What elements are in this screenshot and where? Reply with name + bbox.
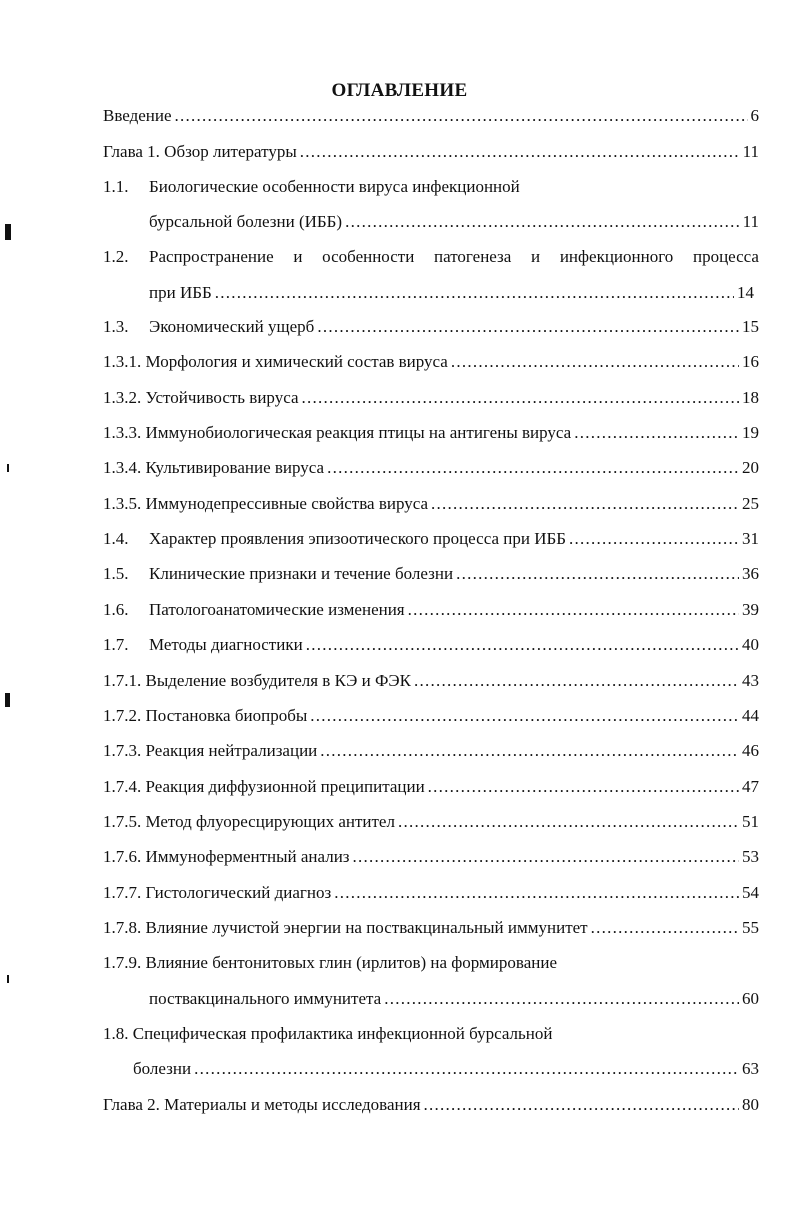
toc-page-number: 19 [742,423,759,442]
toc-entry-1-3-1[interactable] [103,350,759,374]
scan-mark [7,464,9,472]
dot-leader [345,210,740,234]
dot-leader [431,492,739,516]
toc-text: Глава 1. Обзор литературы [103,142,297,161]
toc-text: 1.3.4. Культивирование вируса [103,458,325,477]
word: особенности [322,247,415,266]
dot-leader [310,704,739,728]
toc-text: бурсальной болезни (ИББ) [149,212,343,231]
toc-section-number: 1.7. [103,635,129,654]
word: и [531,247,541,266]
toc-text: болезни [133,1059,192,1078]
toc-entry-1-7-9[interactable] [149,987,759,1011]
toc-page-number: 47 [742,777,759,796]
word: процесса [692,247,759,266]
toc-entry-1-3-2[interactable] [103,386,759,410]
toc-text: Методы диагностики [149,635,303,654]
toc-entry-1-1-line1[interactable]: Биологические особенности вируса инфекционной [149,177,520,196]
toc-page-number: 16 [742,352,759,371]
word: и [293,247,303,266]
toc-entry-1-7-4[interactable] [103,775,759,799]
toc-page-number: 43 [742,671,759,690]
dot-leader [451,350,739,374]
toc-entry-1-7-5[interactable] [103,810,759,834]
dot-leader [398,810,739,834]
toc-section-number: 1.6. [103,600,129,619]
toc-entry-1-7-6[interactable] [103,845,759,869]
word: Распространение [149,247,274,266]
dot-leader [302,386,740,410]
toc-section-number: 1.3. [103,317,129,336]
dot-leader [414,669,739,693]
toc-page-number: 44 [742,706,759,725]
toc-page-number: 39 [742,600,759,619]
toc-entry-1-2[interactable] [149,281,754,305]
toc-entry-1-2-line1[interactable] [149,245,759,269]
toc-page-number: 11 [742,212,759,231]
toc-text: 1.7.5. Метод флуоресцирующих антител [103,812,395,831]
toc-text: 1.7.3. Реакция нейтрализации [103,741,318,760]
word: патогенеза [434,247,512,266]
toc-entry-1-3-4[interactable] [103,456,759,480]
dot-leader [317,315,739,339]
toc-text: Введение [103,106,172,125]
toc-page-number: 31 [742,529,759,548]
scan-mark [7,975,9,983]
toc-entry-1-3-3[interactable] [103,421,759,445]
dot-leader [334,881,739,905]
toc-text: Клинические признаки и течение болезни [149,564,454,583]
toc-text: 1.3.5. Иммунодепрессивные свойства вируса [103,494,429,513]
toc-page-number: 36 [742,564,759,583]
toc-page-number: 15 [742,317,759,336]
toc-text: при ИББ [149,283,212,302]
toc-text: Глава 2. Материалы и методы исследования [103,1095,421,1114]
toc-page-number: 80 [742,1095,759,1114]
dot-leader [215,281,734,305]
dot-leader [194,1057,739,1081]
toc-entry-1-4[interactable] [149,527,759,551]
toc-text: 1.7.6. Иммуноферментный анализ [103,847,350,866]
toc-entry-1-3-5[interactable] [103,492,759,516]
toc-entry-1-1[interactable] [149,210,759,234]
toc-section-number: 1.5. [103,564,129,583]
toc-page-number: 11 [742,142,759,161]
toc-page-number: 20 [742,458,759,477]
dot-leader [408,598,739,622]
toc-entry-chapter-1[interactable] [103,140,759,164]
toc-page-number: 63 [742,1059,759,1078]
toc-text: 1.7.1. Выделение возбудителя в КЭ и ФЭК [103,671,411,690]
toc-text: поствакцинального иммунитета [149,989,382,1008]
toc-text: 1.7.4. Реакция диффузионной преципитации [103,777,425,796]
toc-entry-1-3[interactable] [149,315,759,339]
page-title: ОГЛАВЛЕНИЕ [331,80,468,101]
scan-mark [5,224,11,240]
toc-page-number: 55 [742,918,759,937]
toc-text: 1.7.7. Гистологический диагноз [103,883,332,902]
dot-leader [300,140,740,164]
toc-entry-1-8[interactable] [133,1057,759,1081]
toc-text: 1.3.2. Устойчивость вируса [103,388,299,407]
toc-entry-1-6[interactable] [149,598,759,622]
toc-text: Характер проявления эпизоотического процесса при ИББ [149,529,566,548]
toc-entry-1-7-1[interactable] [103,669,759,693]
scan-mark [5,693,10,707]
dot-leader [327,456,739,480]
toc-entry-1-7-9-line1[interactable]: 1.7.9. Влияние бентонитовых глин (ирлитов) на формирование [103,953,557,972]
toc-page-number: 25 [742,494,759,513]
dot-leader [175,104,748,128]
dot-leader [424,1093,739,1117]
dot-leader [428,775,739,799]
dot-leader [384,987,739,1011]
toc-page-number: 60 [742,989,759,1008]
dot-leader [320,739,739,763]
word: инфекционного [559,247,674,266]
toc-entry-1-7-3[interactable] [103,739,759,763]
toc-text: 1.3.3. Иммунобиологическая реакция птицы на антигены вируса [103,423,572,442]
toc-entry-1-7[interactable] [149,633,759,657]
dot-leader [574,421,739,445]
dot-leader [456,562,739,586]
toc-page-number: 46 [742,741,759,760]
toc-entry-intro[interactable] [103,104,759,128]
toc-page-number: 14 [737,283,754,302]
toc-entry-1-5[interactable] [149,562,759,586]
toc-page-number: 53 [742,847,759,866]
toc-text: 1.7.8. Влияние лучистой энергии на поствакцинальный иммунитет [103,918,588,937]
toc-page-number: 6 [750,106,759,125]
dot-leader [591,916,739,940]
toc-text: 1.7.2. Постановка биопробы [103,706,308,725]
toc-page-number: 18 [742,388,759,407]
toc-entry-1-7-8[interactable] [103,916,759,940]
dot-leader [569,527,739,551]
toc-entry-1-7-7[interactable] [103,881,759,905]
toc-text: Патологоанатомические изменения [149,600,405,619]
toc-section-number: 1.4. [103,529,129,548]
toc-section-number: 1.2. [103,247,129,266]
toc-entry-chapter-2[interactable] [103,1093,759,1117]
dot-leader [353,845,739,869]
toc-text: Экономический ущерб [149,317,315,336]
toc-text: 1.3.1. Морфология и химический состав вируса [103,352,448,371]
toc-section-number: 1.1. [103,177,129,196]
toc-page-number: 40 [742,635,759,654]
toc-entry-1-8-line1[interactable]: 1.8. Специфическая профилактика инфекционной бурсальной [103,1024,553,1043]
toc-page-number: 51 [742,812,759,831]
toc-entry-1-7-2[interactable] [103,704,759,728]
toc-page-number: 54 [742,883,759,902]
dot-leader [306,633,739,657]
